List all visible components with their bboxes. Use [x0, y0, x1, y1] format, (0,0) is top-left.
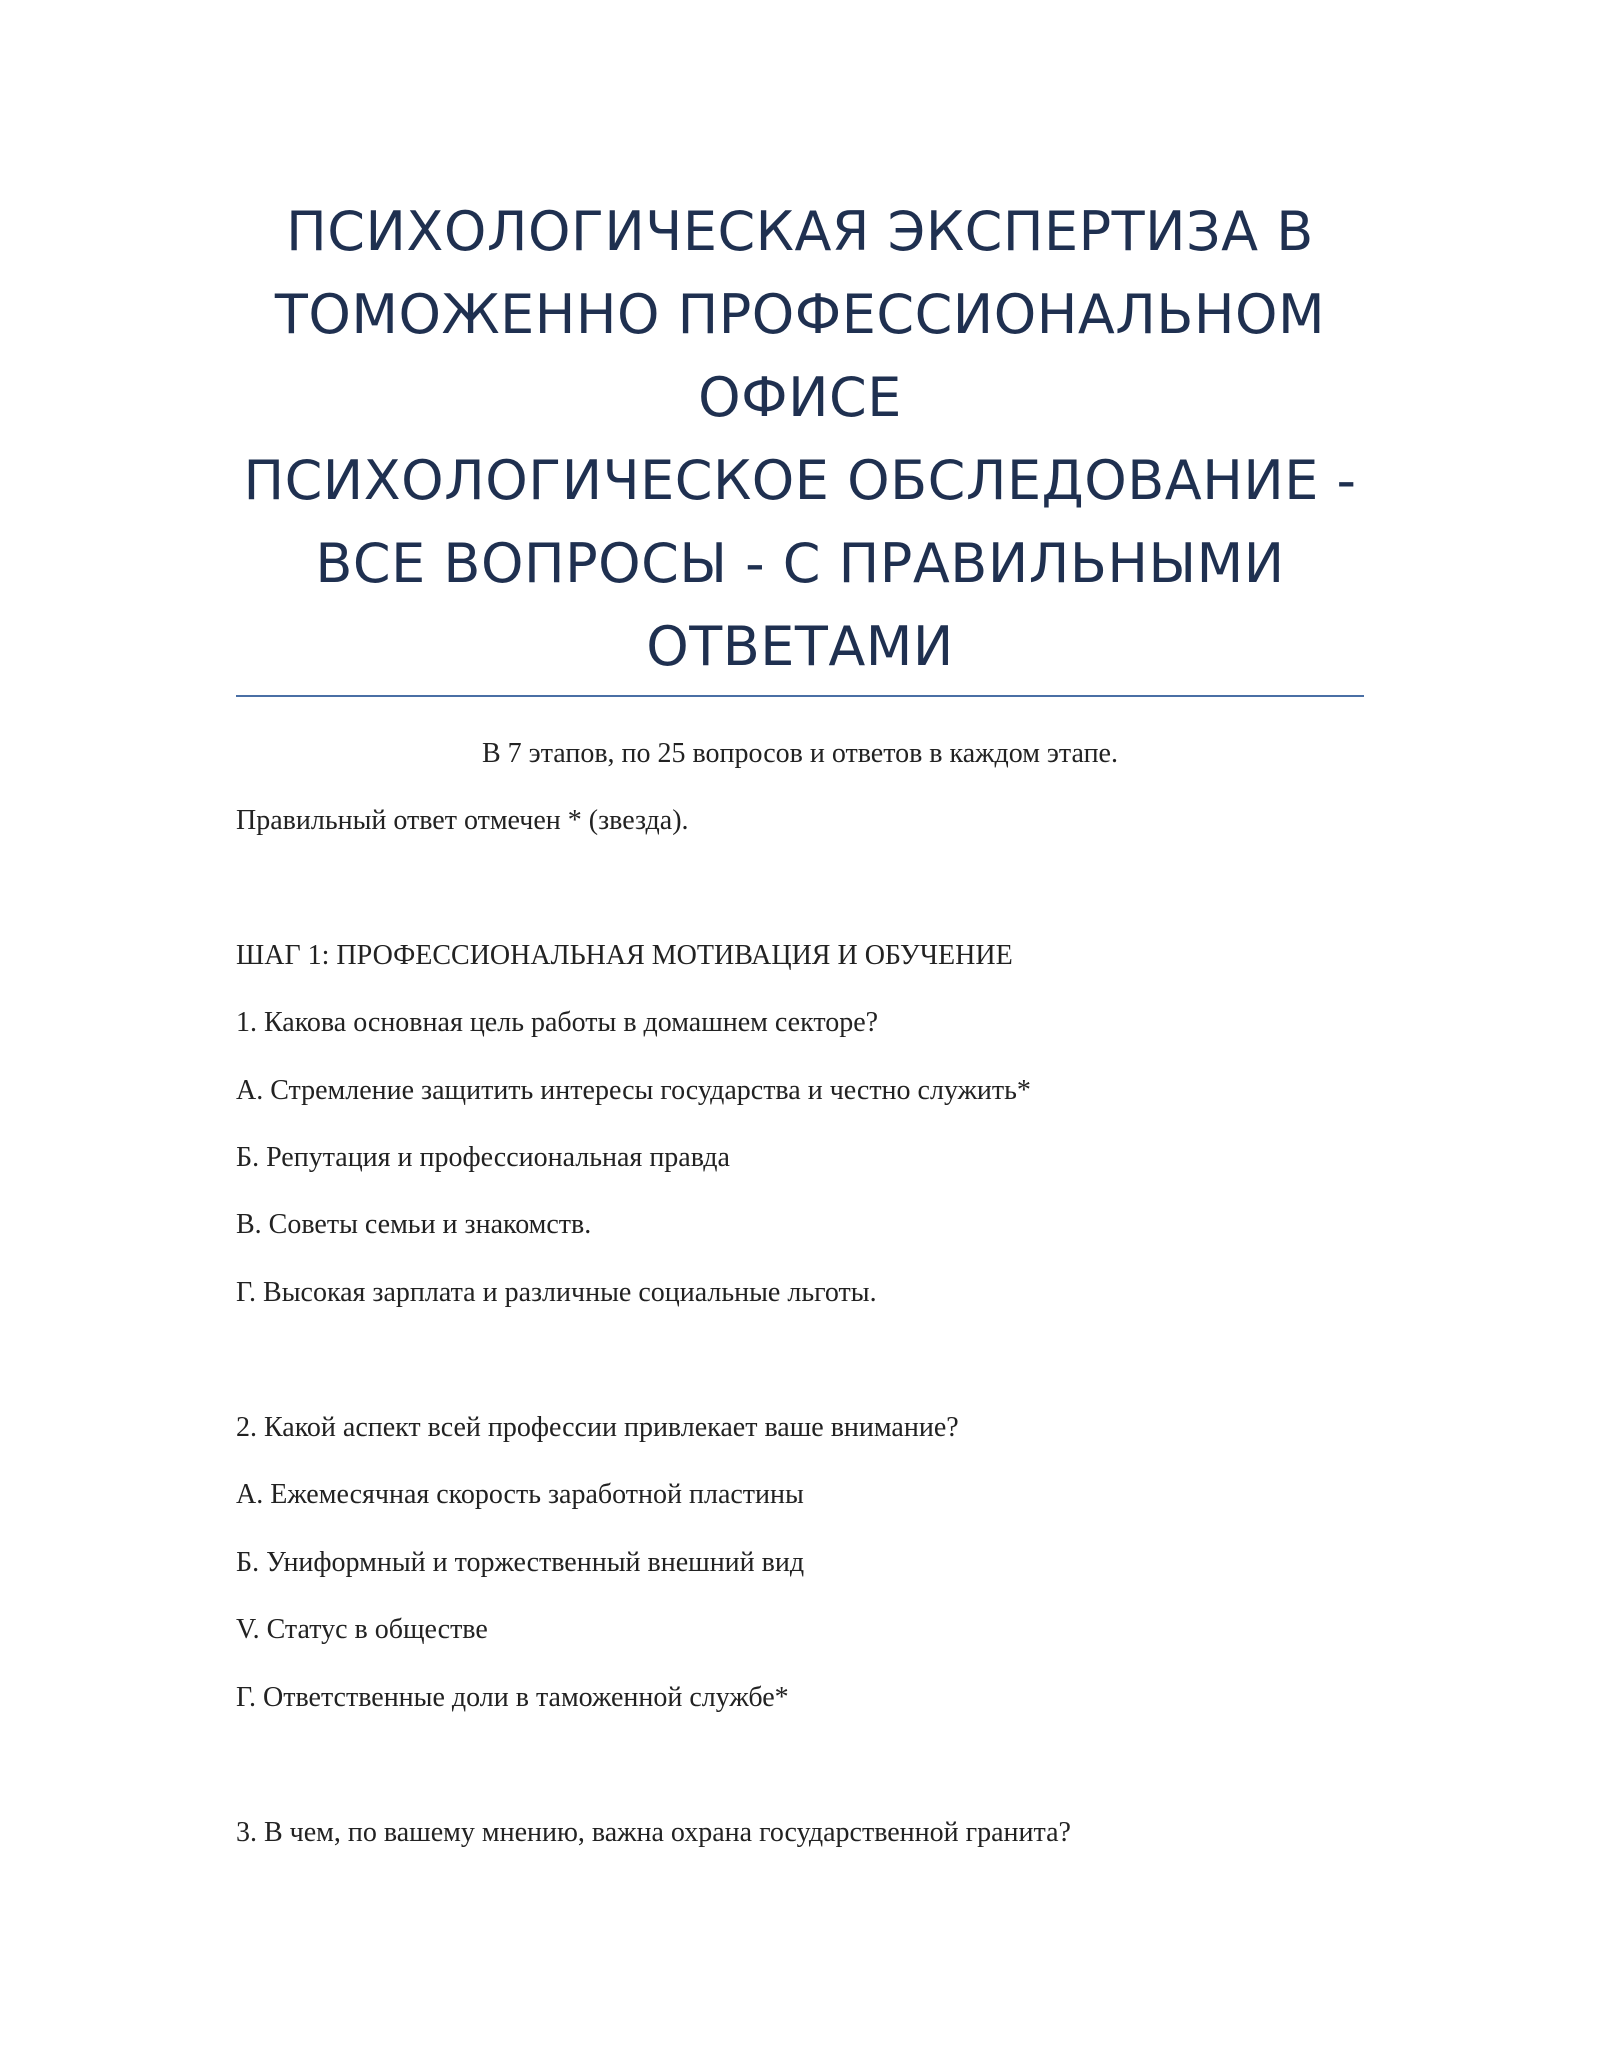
title-divider: [236, 695, 1364, 697]
question-3: 3. В чем, по вашему мнению, важна охрана государственной гранита?: [236, 1817, 1071, 1848]
title-line-6: ОТВЕТАМИ: [646, 615, 954, 678]
step-heading: ШАГ 1: ПРОФЕССИОНАЛЬНАЯ МОТИВАЦИЯ И ОБУЧЕНИЕ: [236, 940, 1013, 971]
question-2-option-a: А. Ежемесячная скорость заработной пластины: [236, 1479, 804, 1510]
title-line-4: ПСИХОЛОГИЧЕСКОЕ ОБСЛЕДОВАНИЕ -: [243, 449, 1357, 512]
question-1-option-d: Г. Высокая зарплата и различные социальные льготы.: [236, 1277, 877, 1308]
question-2-option-d: Г. Ответственные доли в таможенной службе*: [236, 1682, 789, 1713]
title-line-5: ВСЕ ВОПРОСЫ - С ПРАВИЛЬНЫМИ: [315, 532, 1285, 595]
question-1-option-c: В. Советы семьи и знакомств.: [236, 1209, 592, 1240]
title-line-3: ОФИСЕ: [698, 366, 902, 429]
question-1: 1. Какова основная цель работы в домашнем секторе?: [236, 1007, 879, 1038]
question-1-option-a: А. Стремление защитить интересы государства и честно служить*: [236, 1075, 1031, 1106]
question-2-option-b: Б. Униформный и торжественный внешний вид: [236, 1547, 805, 1578]
question-2-option-c: V. Статус в обществе: [236, 1614, 488, 1645]
question-1-option-b: Б. Репутация и профессиональная правда: [236, 1142, 730, 1173]
question-2: 2. Какой аспект всей профессии привлекает ваше внимание?: [236, 1412, 959, 1443]
document-title: [236, 190, 1364, 688]
answer-note: Правильный ответ отмечен * (звезда).: [236, 805, 689, 836]
title-line-2: ТОМОЖЕННО ПРОФЕССИОНАЛЬНОМ: [274, 283, 1326, 346]
intro-text: В 7 этапов, по 25 вопросов и ответов в каждом этапе.: [482, 738, 1118, 769]
title-line-1: ПСИХОЛОГИЧЕСКАЯ ЭКСПЕРТИЗА В: [286, 200, 1314, 263]
